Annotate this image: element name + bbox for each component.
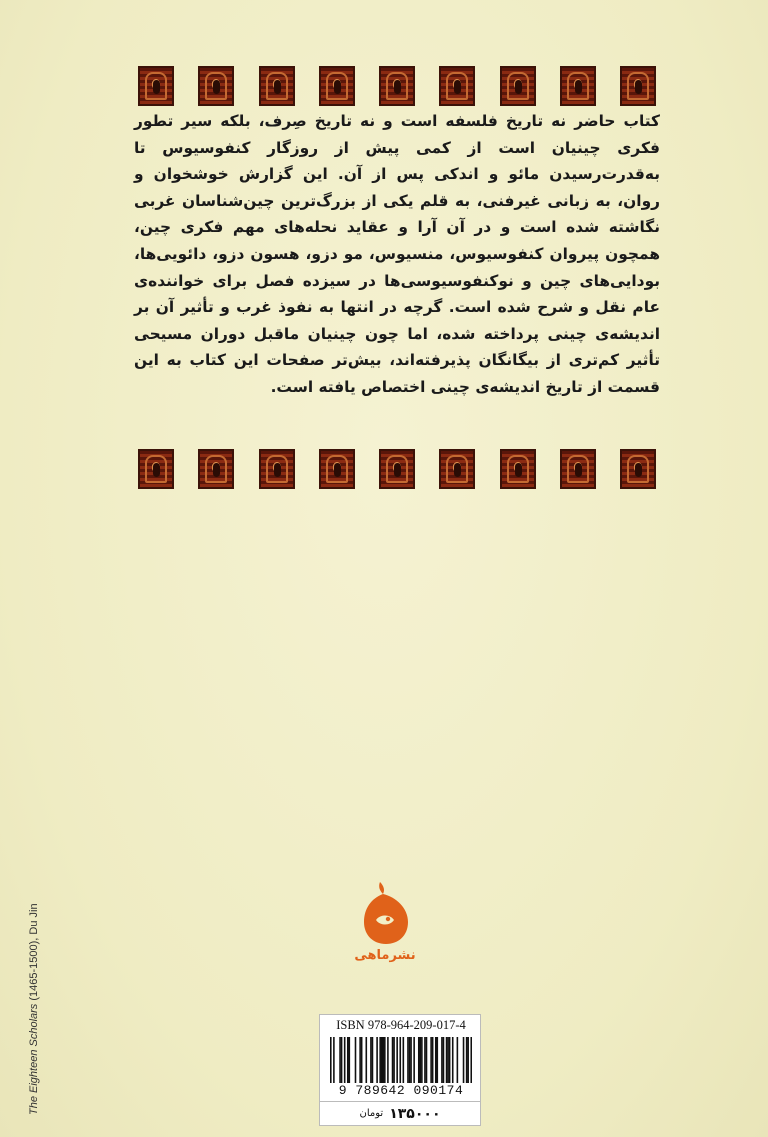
barcode-bar <box>409 1037 411 1083</box>
barcode-bar <box>463 1037 465 1083</box>
barcode-bar <box>432 1037 434 1083</box>
barcode-bar <box>344 1037 346 1083</box>
barcode-bar <box>457 1037 459 1083</box>
barcode-bar <box>443 1037 445 1083</box>
ornament-tile <box>620 449 656 489</box>
ornament-tile <box>319 66 355 106</box>
ornament-tile <box>259 449 295 489</box>
price-box <box>319 1102 481 1126</box>
barcode-bar <box>379 1037 381 1083</box>
barcode-bar <box>467 1037 469 1083</box>
barcode-bar <box>413 1037 415 1083</box>
cover-art-credit <box>28 903 40 1115</box>
ornament-tile <box>560 66 596 106</box>
barcode-bar <box>437 1037 439 1083</box>
barcode-box <box>319 1014 481 1102</box>
barcode-bar <box>452 1037 454 1083</box>
price-amount: ۱۳۵۰۰۰ <box>389 1105 441 1122</box>
ornament-tile <box>379 66 415 106</box>
barcode-bar <box>447 1037 449 1083</box>
barcode-bar <box>426 1037 428 1083</box>
barcode-bar <box>421 1037 423 1083</box>
barcode-bar <box>387 1037 389 1083</box>
barcode-bar <box>339 1037 341 1083</box>
isbn-text: ISBN 978-964-209-017-4 <box>336 1018 466 1032</box>
ornament-row-bottom <box>138 449 656 489</box>
ornament-tile <box>500 66 536 106</box>
barcode-bar <box>418 1037 420 1083</box>
ornament-tile <box>198 449 234 489</box>
barcode-bar <box>466 1037 468 1083</box>
ornament-tile <box>500 449 536 489</box>
barcode-bar <box>370 1037 372 1083</box>
barcode-bar <box>399 1037 401 1083</box>
barcode-bar <box>446 1037 448 1083</box>
barcode-bar <box>403 1037 405 1083</box>
barcode-bar <box>382 1037 384 1083</box>
book-description: کتاب حاضر نه تاریخ فلسفه است و نه تاریخ صِرف، بلکه سیر تطور فکری چینیان است از کمی پیش از روزگار کنفوسیوس تا به‌قدرت‌رسیدن مائو و اندکی پس از آن. این گزارش خوشخوان و روان، به زبانی غیرفنی، به قلم یکی از بزرگ‌ترین چین‌شناسان غربی نگاشته شده است و در آن آرا و عقاید نحله‌های مهم فکری چین، همچون پیروان کنفوسیوس، منسیوس، مو دزو، هسون دزو، دائویی‌ها، بودایی‌های چین و نوکنفوسیوسی‌ها در سیزده فصل برای خواننده‌ی عام نقل و شرح شده است. گرچه در انتها به نفوذ غرب و تأثیر آن بر اندیشه‌ی چینی پرداخته شده، اما چون چینیان ماقبل دوران مسیحی تأثیر کم‌تری از بیگانگان پذیرفته‌اند، بیش‌تر صفحات این کتاب به این قسمت از تاریخ اندیشه‌ی چینی اختصاص یافته است. <box>134 112 660 396</box>
ornament-tile <box>560 449 596 489</box>
barcode-bar <box>435 1037 437 1083</box>
ornament-tile <box>620 66 656 106</box>
artwork-credit: (1465-1500), Du Jin <box>28 903 40 1004</box>
barcode-bar <box>361 1037 363 1083</box>
barcode-bar <box>470 1037 472 1083</box>
barcode-bar <box>341 1037 343 1083</box>
barcode-digits: 9 789642 090174 <box>338 1083 464 1098</box>
price-unit: تومان <box>359 1108 384 1119</box>
barcode-bar <box>396 1037 398 1083</box>
ornament-row-top <box>138 66 656 106</box>
barcode-bar <box>376 1037 378 1083</box>
ornament-tile <box>439 449 475 489</box>
barcode-bar <box>349 1037 351 1083</box>
ornament-tile <box>198 66 234 106</box>
barcode-bar <box>410 1037 412 1083</box>
barcode-bar <box>359 1037 361 1083</box>
barcode-bar <box>333 1037 335 1083</box>
barcode-bar <box>392 1037 394 1083</box>
publisher-name: نشرماهی <box>354 948 416 963</box>
ornament-tile <box>138 449 174 489</box>
publisher-logo-icon <box>358 880 414 946</box>
barcode-bar <box>441 1037 443 1083</box>
barcode-bar <box>407 1037 409 1083</box>
barcode-bar <box>449 1037 451 1083</box>
ornament-tile <box>319 449 355 489</box>
ornament-tile <box>379 449 415 489</box>
ornament-tile <box>138 66 174 106</box>
barcode-bar <box>366 1037 368 1083</box>
barcode-bar <box>381 1037 383 1083</box>
barcode-bar <box>424 1037 426 1083</box>
artwork-title: The Eighteen Scholars <box>28 1003 40 1115</box>
barcode-bar <box>347 1037 349 1083</box>
barcode-bar <box>372 1037 374 1083</box>
barcode-bar <box>330 1037 332 1083</box>
barcode-bar <box>430 1037 432 1083</box>
ornament-tile <box>259 66 295 106</box>
barcode-bar <box>420 1037 422 1083</box>
ornament-tile <box>439 66 475 106</box>
barcode-bar <box>393 1037 395 1083</box>
barcode-bar <box>384 1037 386 1083</box>
barcode-bar <box>355 1037 357 1083</box>
barcode-bars <box>330 1037 472 1083</box>
